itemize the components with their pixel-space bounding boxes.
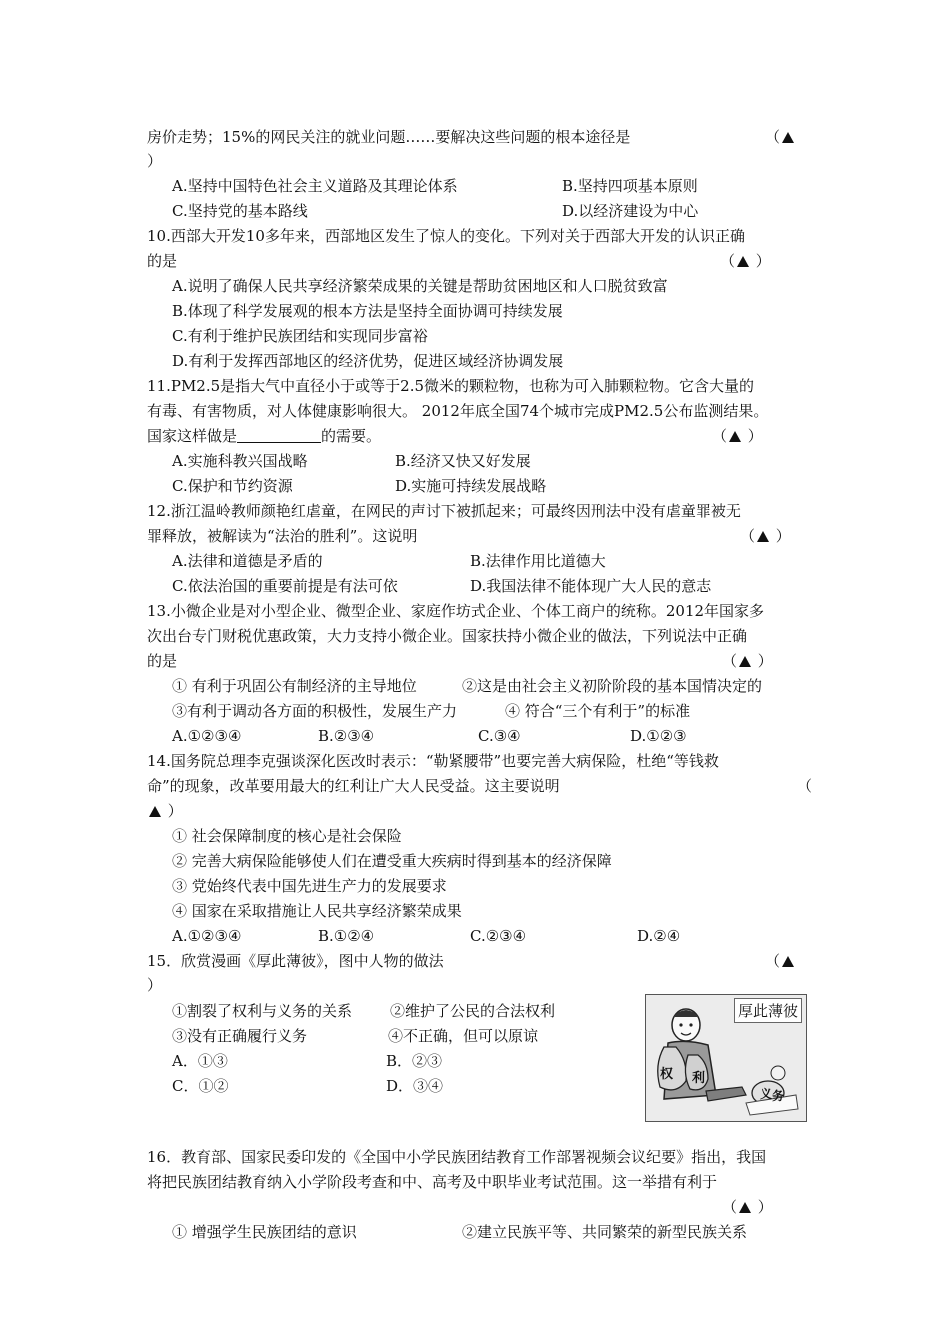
q14-statement-2: ② 完善大病保险能够使人们在遭受重大疾病时得到基本的经济保障 <box>172 852 612 870</box>
q16-stem-line2: 将把民族团结教育纳入小学阶段考查和中、高考及中职毕业考试范围。这一举措有利于 <box>147 1173 718 1191</box>
q16-answer-bracket: （ ） <box>722 1198 773 1216</box>
q13-stem-line2: 次出台专门财税优惠政策，大力支持小微企业。国家扶持小微企业的做法，下列说法中正确 <box>147 627 748 645</box>
q14-option-b: B.①②④ <box>318 927 375 945</box>
answer-triangle-icon <box>739 1202 751 1213</box>
answer-triangle-icon <box>729 431 741 442</box>
q12-option-b: B.法律作用比道德大 <box>470 552 606 570</box>
answer-triangle-icon <box>737 256 749 267</box>
q14-option-a: A.①②③④ <box>172 927 242 945</box>
q14-answer-bracket: ） <box>147 800 183 822</box>
q9-option-c: C.坚持党的基本路线 <box>172 202 308 220</box>
q11-option-b: B.经济又快又好发展 <box>395 452 531 470</box>
q10-option-d: D.有利于发挥西部地区的经济优势，促进区域经济协调发展 <box>172 352 564 370</box>
cartoon-label-quan: 权 <box>660 1067 674 1082</box>
q9-option-d: D.以经济建设为中心 <box>562 202 699 220</box>
q14-stem-line2: 命”的现象，改革要用最大的红利让广大人民受益。这主要说明 <box>147 777 560 795</box>
q14-option-d: D.②④ <box>637 927 681 945</box>
q15-statement-3: ③没有正确履行义务 <box>172 1027 308 1045</box>
q13-statement-3: ③有利于调动各方面的积极性，发展生产力 <box>172 702 458 720</box>
answer-triangle-icon <box>149 806 161 817</box>
q9-answer-bracket-close: ） <box>147 152 163 170</box>
q13-option-d: D.①②③ <box>630 727 687 745</box>
q11-option-a: A.实施科教兴国战略 <box>172 452 308 470</box>
answer-triangle-icon <box>739 656 751 667</box>
q14-statement-4: ④ 国家在采取措施让人民共享经济繁荣成果 <box>172 902 462 920</box>
q10-stem-line1: 10.西部大开发10多年来，西部地区发生了惊人的变化。下列对关于西部大开发的认识正确 <box>147 227 745 245</box>
q10-answer-bracket: （ ） <box>720 252 771 270</box>
q15-option-c: C．①② <box>172 1077 229 1095</box>
q12-stem-line2: 罪释放，被解读为“法治的胜利”。这说明 <box>147 527 418 545</box>
q13-statement-2: ②这是由社会主义初阶阶段的基本国情决定的 <box>462 677 763 695</box>
q11-option-d: D.实施可持续发展战略 <box>395 477 547 495</box>
q15-statement-1: ①割裂了权利与义务的关系 <box>172 1002 353 1020</box>
q13-statement-1: ① 有利于巩固公有制经济的主导地位 <box>172 677 417 695</box>
q11-stem-line2: 有毒、有害物质，对人体健康影响很大。 2012年底全国74个城市完成PM2.5公布监测结果。 <box>147 402 769 420</box>
q15-option-a: A．①③ <box>172 1052 228 1070</box>
fill-blank <box>237 428 321 443</box>
q11-stem-line3: 国家这样做是 的需要。 <box>147 427 382 445</box>
q15-statement-4: ④不正确，但可以原谅 <box>388 1027 539 1045</box>
q13-option-c: C.③④ <box>478 727 521 745</box>
cartoon-label-wu: 务 <box>772 1089 785 1103</box>
q15-option-d: D．③④ <box>386 1077 444 1095</box>
q9-answer-bracket: （ <box>765 126 796 148</box>
cartoon-label-li: 利 <box>692 1071 706 1086</box>
q14-statement-3: ③ 党始终代表中国先进生产力的发展要求 <box>172 877 447 895</box>
q12-stem-line1: 12.浙江温岭教师颜艳红虐童，在网民的声讨下被抓起来；可最终因刑法中没有虐童罪被无 <box>147 502 741 520</box>
q13-option-a: A.①②③④ <box>172 727 242 745</box>
q13-option-b: B.②③④ <box>318 727 375 745</box>
q15-statement-2: ②维护了公民的合法权利 <box>390 1002 556 1020</box>
cartoon-label-yi: 义 <box>760 1087 773 1101</box>
q13-stem-line1: 13.小微企业是对小型企业、微型企业、家庭作坊式企业、个体工商户的统称。2012年国家多 <box>147 602 765 620</box>
q11-answer-bracket: （ ） <box>712 427 763 445</box>
q12-answer-bracket: （ ） <box>740 527 791 545</box>
q9-option-a: A.坚持中国特色社会主义道路及其理论体系 <box>172 177 458 195</box>
q13-stem-line3: 的是 <box>147 652 178 670</box>
answer-triangle-icon <box>782 132 794 143</box>
cartoon-image <box>645 994 807 1122</box>
q10-stem-line2: 的是 <box>147 252 178 270</box>
q15-stem-line1: 15．欣赏漫画《厚此薄彼》，图中人物的做法 <box>147 952 444 970</box>
q15-answer-bracket-close: ） <box>147 976 163 994</box>
cartoon-title: 厚此薄彼 <box>734 998 802 1023</box>
q9-stem-line1: 房价走势；15%的网民关注的就业问题……要解决这些问题的根本途径是 <box>147 128 631 146</box>
q13-statement-4: ④ 符合“三个有利于”的标准 <box>505 702 691 720</box>
q16-statement-1: ① 增强学生民族团结的意识 <box>172 1223 357 1241</box>
answer-triangle-icon <box>757 531 769 542</box>
q10-option-a: A.说明了确保人民共享经济繁荣成果的关键是帮助贫困地区和人口脱贫致富 <box>172 277 668 295</box>
q16-stem-line1: 16．教育部、国家民委印发的《全国中小学民族团结教育工作部署视频会议纪要》指出，我国 <box>147 1148 767 1166</box>
q12-option-a: A.法律和道德是矛盾的 <box>172 552 323 570</box>
q13-answer-bracket: （ ） <box>722 652 773 670</box>
q10-option-b: B.体现了科学发展观的根本方法是坚持全面协调可持续发展 <box>172 302 563 320</box>
answer-triangle-icon <box>782 956 794 967</box>
q11-stem-line1: 11.PM2.5是指大气中直径小于或等于2.5微米的颗粒物，也称为可入肺颗粒物。它含大量的 <box>147 377 755 395</box>
q14-option-c: C.②③④ <box>470 927 527 945</box>
q15-option-b: B．②③ <box>386 1052 443 1070</box>
q14-stem-line1: 14.国务院总理李克强谈深化医改时表示：“勒紧腰带”也要完善大病保险，杜绝“等钱救 <box>147 752 719 770</box>
q14-answer-bracket-open: （ <box>797 777 813 795</box>
q10-option-c: C.有利于维护民族团结和实现同步富裕 <box>172 327 428 345</box>
q11-option-c: C.保护和节约资源 <box>172 477 293 495</box>
q12-option-d: D.我国法律不能体现广大人民的意志 <box>470 577 712 595</box>
q15-answer-bracket: （ <box>765 950 796 972</box>
q12-option-c: C.依法治国的重要前提是有法可依 <box>172 577 398 595</box>
q14-statement-1: ① 社会保障制度的核心是社会保险 <box>172 827 402 845</box>
q16-statement-2: ②建立民族平等、共同繁荣的新型民族关系 <box>462 1223 748 1241</box>
q9-option-b: B.坚持四项基本原则 <box>562 177 698 195</box>
